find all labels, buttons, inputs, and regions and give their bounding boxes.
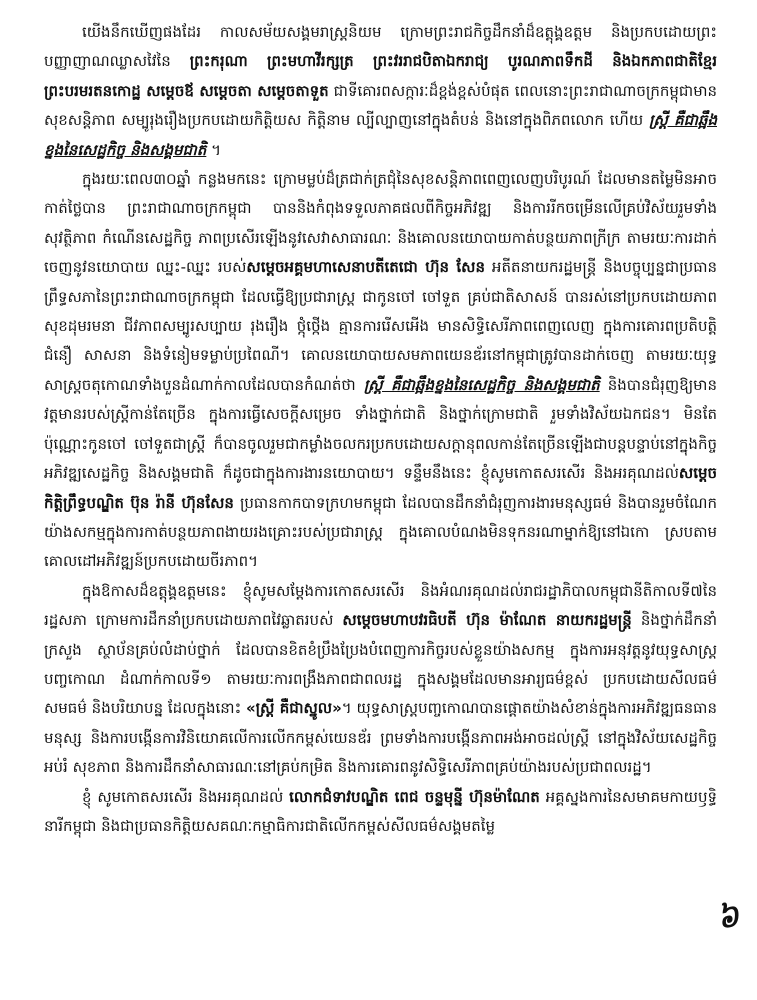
paragraph-text: យើងនឹកឃើញផងដែរ កាលសម័យសង្គមរាស្ត្រនិយម ក្រោមព្រះរាជកិច្ចដឹកនាំដ៏ឧត្តុង្គឧត្តម និងប្រកបដោយព្រះបញ្ញាញាណឈ្លាសវៃនៃ xyxy=(44,23,717,71)
paragraph-text: ប្រធានកាកបាទក្រហមកម្ពុជា ដែលបានដឹកនាំជំរុញការងារមនុស្សធម៌ និងបានរួមចំណែកយ៉ាងសកម្មក្នុងការកាត់បន្ថយភាពងាយរងគ្រោះរបស់ប្រជារាស្ត្រ ក្នុងគោលបំណងមិនទុកនរណាម្នាក់ឱ្យនៅឯកោ ស្របតាមគោលដៅអភិវឌ្ឍន៍ប្រកបដោយចីរភាព។ xyxy=(44,493,717,571)
emphasis-slogan: ស្ត្រី គឺជាឆ្អឹងខ្នងនៃសេដ្ឋកិច្ច និងសង្គមជាតិ xyxy=(363,375,600,394)
paragraph-text: ខ្ញុំ សូមកោតសរសើរ និងអរគុណដល់ xyxy=(82,787,290,806)
paragraph xyxy=(44,165,717,577)
paragraph-text: និងបានជំរុញឱ្យមានវត្តមានរបស់ស្ត្រីកាន់តែច្រើន ក្នុងការធ្វើសេចក្តីសម្រេច ទាំងថ្នាក់ជាតិ និងថ្នាក់ក្រោមជាតិ រួមទាំងវិស័យឯកជន។ មិនតែប៉ុណ្ណោះកូនចៅ ចៅទួតជាស្ត្រី ក៏បានចូលរួមជាកម្លាំងចលករប្រកបដោយសក្តានុពលកាន់តែច្រើនឡើងជាបន្តបន្ទាប់នៅក្នុងកិច្ចអភិវឌ្ឍសេដ្ឋកិច្ច និងសង្គមជាតិ ក៏ដូចជាក្នុងការងារនយោបាយ។ ទន្ទឹមនឹងនេះ ខ្ញុំសូមកោតសរសើរ និងអរគុណដល់ xyxy=(44,375,717,483)
paragraph-text: អតីតនាយករដ្ឋមន្ត្រី និងបច្ចុប្បន្នជាប្រធានព្រឹទ្ធសភានៃព្រះរាជាណាចក្រកម្ពុជា ដែលធ្វើឱ្យប្រជារាស្ត្រ ជាកូនចៅ ចៅទួត គ្រប់ជាតិសាសន៍ បានរស់នៅប្រកបដោយភាពសុខដុមរមនា ជីវភាពសម្បូរសប្បាយ រុងរឿង ថ្កុំថ្កើង គ្មានការរើសអើង មានសិទ្ធិសេរីភាពពេញលេញ ក្នុងការគោរពប្រតិបត្តិជំនឿ សាសនា និងទំនៀមទម្លាប់ប្រពៃណី។ គោលនយោបាយសមភាពយេនឌ័រនៅកម្ពុជាត្រូវបានដាក់ចេញ តាមរយៈយុទ្ធសាស្ត្រចតុកោណទាំងបួនដំណាក់កាលដែលបានកំណត់ថា xyxy=(44,258,717,394)
paragraph xyxy=(44,783,717,842)
paragraph-text: អគ្គស្នងការនៃសមាគមកាយឫទ្ធិនារីកម្ពុជា និងជាប្រធានកិត្តិយសគណៈកម្មាធិការជាតិលើកកម្ពស់សីលធម៌សង្គមតម្លៃ xyxy=(44,787,718,835)
bold-name-text: «ស្ត្រី គឺជាស្នូល» xyxy=(245,699,342,718)
bold-name-text: សម្តេចកិត្តិព្រឹទ្ធបណ្ឌិត ប៊ុន រ៉ានី ហ៊ុនសែន xyxy=(44,464,717,512)
page-number: ៦ xyxy=(713,898,742,937)
paragraph-text: ក្នុងឱកាសដ៏ឧត្តុង្គឧត្តមនេះ ខ្ញុំសូមសម្តែងការកោតសរសើរ និងអំណរគុណដល់រាជរដ្ឋាភិបាលកម្ពុជានីតិកាលទី៧នៃរដ្ឋសភា ក្រោមការដឹកនាំប្រកបដោយភាពវៃឆ្លាតរបស់ xyxy=(44,581,717,630)
paragraph xyxy=(44,577,717,783)
paragraph-text: ជាទីគោរពសក្ការៈដ៏ខ្ពង់ខ្ពស់បំផុត ពេលនោះព្រះរាជាណាចក្រកម្ពុជាមានសុខសន្តិភាព សម្បូរុងរឿងប្រកបដោយកិត្តិយស កិត្តិនាម ល្បីល្បាញនៅក្នុងតំបន់ និងនៅក្នុងពិភពលោក ហើយ xyxy=(44,81,717,130)
bold-name-text: ព្រះករុណា ព្រះមហាវីរក្សត្រ ព្រះវររាជបិតាឯករាជ្យ បូរណភាពទឹកដី និងឯកភាពជាតិខ្មែរ ព្រះបរមរតនកោដ្ឋ សម្តេចឪ សម្តេចតា សម្តេចតាទួត xyxy=(44,52,718,100)
paragraph-text: ។ xyxy=(206,140,221,159)
paragraph-text: ។ យុទ្ធសាស្ត្របញ្ចកោណបានផ្តោតយ៉ាងសំខាន់ក្នុងការអភិវឌ្ឍធនធានមនុស្ស និងការបង្កើនការវិនិយោគលើការលើកកម្ពស់យេនឌ័រ ព្រមទាំងការបង្កើនភាពអង់អាចដល់ស្ត្រី នៅក្នុងវិស័យសេដ្ឋកិច្ច អប់រំ សុខភាព និងការដឹកនាំសាធារណៈនៅគ្រប់កម្រិត និងការគោរពនូវសិទ្ធិសេរីភាពគ្រប់យ៉ាងរបស់ប្រជាពលរដ្ឋ។ xyxy=(44,699,717,777)
bold-name-text: សម្តេចអគ្គមហាសេនាបតីតេជោ ហ៊ុន សែន xyxy=(246,258,485,277)
paragraph-text: និងថ្នាក់ដឹកនាំក្រសួង ស្ថាប័នគ្រប់លំដាប់ថ្នាក់ ដែលបានខិតខំប្រឹងប្រែងបំពេញការកិច្ចរបស់ខ្លួនយ៉ាងសកម្ម ក្នុងការអនុវត្តនូវយុទ្ធសាស្ត្របញ្ចកោណ ដំណាក់កាលទី១ តាមរយៈការពង្រឹងភាពជាពលរដ្ឋ ក្នុងសង្គមដែលមានអារ្យធម៌ខ្ពស់ ប្រកបដោយសីលធម៌ សមធម៌ និងបរិយាបន្ន ដែលក្នុងនោះ xyxy=(44,611,717,718)
bold-name-text: សម្តេចមហាបវរធិបតី ហ៊ុន ម៉ាណែត នាយករដ្ឋមន្ត្រី xyxy=(342,611,632,630)
emphasis-slogan: ស្ត្រី គឺជាឆ្អឹងខ្នងនៃសេដ្ឋកិច្ច និងសង្គមជាតិ xyxy=(44,111,717,159)
bold-name-text: លោកជំទាវបណ្ឌិត ពេជ ចន្ទមុន្នី ហ៊ុនម៉ាណែត xyxy=(289,787,540,806)
paragraph xyxy=(44,18,717,165)
paragraph-text: ក្នុងរយៈពេល៣០ឆ្នាំ កន្លងមកនេះ ក្រោមម្លប់ដ៏ត្រជាក់ត្រជុំនៃសុខសន្តិភាពពេញលេញបរិបូរណ៍ ដែលមានតម្លៃមិនអាចកាត់ថ្លៃបាន ព្រះរាជាណាចក្រកម្ពុជា បាននិងកំពុងទទួលភាគផលពីកិច្ចអភិវឌ្ឍ និងការរីកចម្រើនលើគ្រប់វិស័យរួមទាំងសុវត្ថិភាព កំណើនសេដ្ឋកិច្ច ភាពប្រសើរឡើងនូវសេវាសាធារណៈ និងគោលនយោបាយកាត់បន្ថយភាពក្រីក្រ តាមរយៈការដាក់ចេញនូវនយោបាយ ឈ្នះ-ឈ្នះ របស់ xyxy=(44,170,717,277)
body-text xyxy=(44,18,717,841)
